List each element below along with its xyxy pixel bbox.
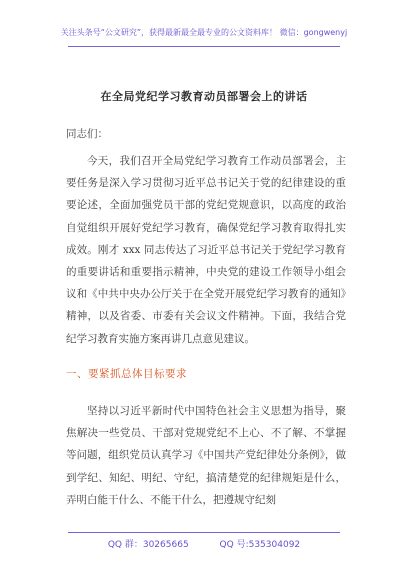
footer-qq-number: QQ 号:535304092 [219, 540, 301, 550]
footer-divider [68, 532, 340, 533]
footer [0, 537, 408, 550]
header-banner: 关注头条号“公文研究”，获得最新最全最专业的公文资料库！ 微信：gongwenyj [60, 28, 348, 37]
salutation: 同志们： [66, 128, 108, 140]
page-title: 在全局党纪学习教育动员部署会上的讲话 [100, 90, 308, 103]
header-divider [68, 46, 340, 47]
footer-qq-group: QQ 群：30265665 [107, 540, 189, 550]
section-heading: 一、要紧抓总体目标要求 [66, 368, 187, 380]
body-paragraph-2: 坚持以习近平新时代中国特色社会主义思想为指导，聚焦解决一些党员、干部对党规党纪不上心、不了解、不掌握等问题，组织党员认真学习《中国共产党纪律处分条例》，做到学纪、知纪、明纪、守纪，搞清楚党的纪律规矩是什么，弄明白能干什么、不能干什么，把遵规守纪刻 [66, 405, 346, 506]
body-paragraph-1: 今天，我们召开全局党纪学习教育工作动员部署会，主要任务是深入学习贯彻习近平总书记关于党的纪律建设的重要论述，全面加强党员干部的党纪党规意识，以高度的政治自觉组织开展好党纪学习教育，确保党纪学习教育取得扎实成效。刚才 xxx 同志传达了习近平总书记关于党纪学习教育的重要讲话和重要指示精神，中央党的建设工作领导小组会议和《中共中央办公厅关于在全党开展党纪学习教育的通知》精神，以及省委、市委有关会议文件精神。下面，我结合党纪学习教育实施方案再讲几点意见建议。 [66, 155, 346, 345]
